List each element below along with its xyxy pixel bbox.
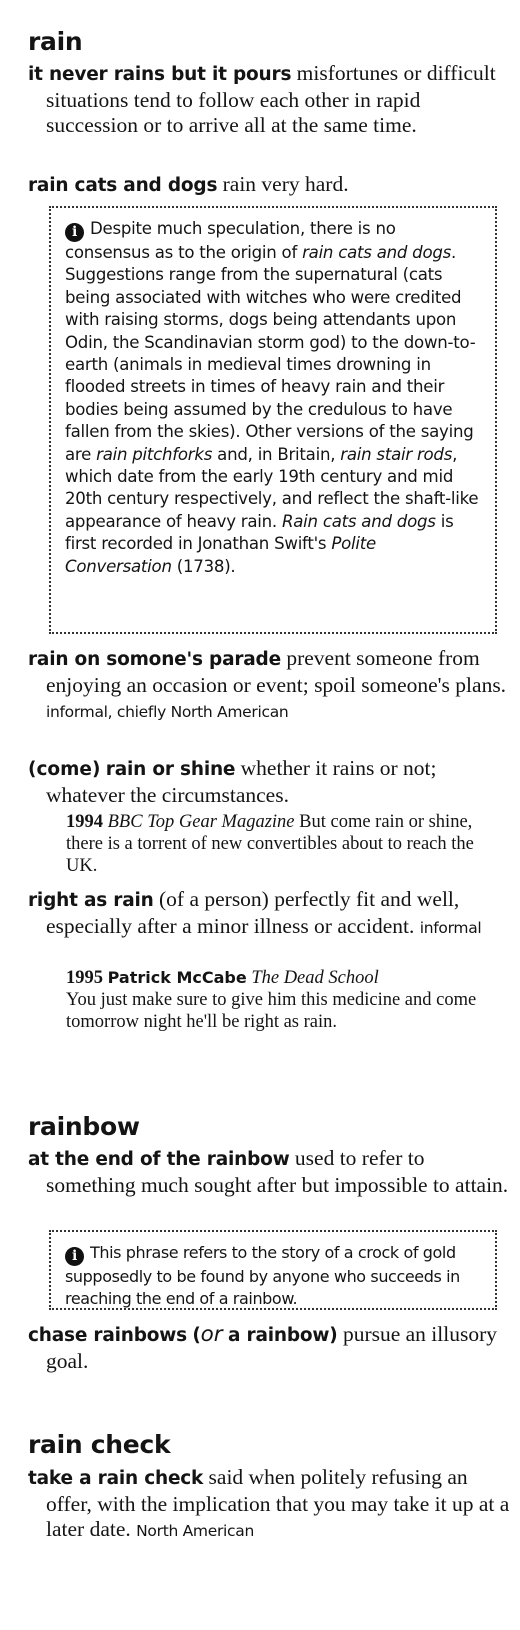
- phrase: rain on somone's parade: [28, 649, 281, 670]
- quote-year: 1995: [66, 968, 103, 988]
- usage-label: North American: [136, 1522, 254, 1540]
- entry-chase-rainbows: [28, 1322, 514, 1374]
- note-rain-cats-and-dogs: i Despite much speculation, there is no consensus as to the origin of rain cats and dogs. Suggestions range from the supernatural (cats being associated with witches who were credited with raising storms, dogs being attendants upon Odin, the Scandinavian storm god) to the down-to-earth (animals in medieval times drowning in flooded streets in times of heavy rain and their bodies being assumed by the credulous to have fallen from the skies). Other versions of the saying are rain pitchforks and, in Britain, rain stair rods, which date from the early 19th century and mid 20th century respectively, and reflect the shaft-like appearance of heavy rain. Rain cats and dogs is first recorded in Jonathan Swift's Polite Conversation (1738).: [49, 206, 497, 634]
- phrase: it never rains but it pours: [28, 64, 292, 85]
- variant-or: or: [200, 1322, 223, 1347]
- entry-it-never-rains: [28, 61, 514, 139]
- quotation-1995: [66, 967, 486, 1033]
- definition: rain very hard.: [222, 172, 349, 196]
- entry-rain-on-someones-parade: [28, 646, 514, 726]
- entry-right-as-rain: [28, 887, 514, 941]
- entry-end-of-the-rainbow: [28, 1146, 514, 1198]
- quote-year: 1994: [66, 812, 103, 832]
- phrase: take a rain check: [28, 1468, 204, 1489]
- headword-rain: rain: [28, 27, 83, 56]
- headword-rain-check: rain check: [28, 1430, 171, 1459]
- variant-phrase: a rainbow): [228, 1325, 338, 1346]
- usage-label: informal: [419, 918, 482, 937]
- info-icon: i: [65, 1247, 84, 1266]
- quote-source: The Dead School: [251, 968, 379, 988]
- usage-label: informal, chiefly North American: [46, 703, 289, 721]
- phrase: rain cats and dogs: [28, 175, 218, 196]
- quote-source: BBC Top Gear Magazine: [107, 812, 295, 832]
- headword-rainbow: rainbow: [28, 1112, 140, 1141]
- definition: (of a person) perfectly fit and well, especially after a minor illness or accident.: [46, 887, 460, 938]
- phrase: chase rainbows: [28, 1325, 187, 1346]
- definition: misfortunes or difficult situations tend to follow each other in rapid succession or to arrive all at the same time.: [46, 61, 496, 137]
- phrase: at the end of the rainbow: [28, 1149, 290, 1170]
- quote-text: You just make sure to give him this medicine and come tomorrow night he'll be right as rain.: [66, 990, 477, 1032]
- quotation-1994: [66, 811, 496, 877]
- quote-text: But come rain or shine, there is a torrent of new convertibles about to reach the UK.: [66, 812, 474, 876]
- definition: used to refer to something much sought after but impossible to attain.: [46, 1146, 509, 1197]
- quote-author: Patrick McCabe: [107, 968, 247, 987]
- phrase: right as rain: [28, 890, 154, 911]
- definition: said when politely refusing an offer, with the implication that you may take it up at a later date.: [46, 1465, 510, 1541]
- entry-rain-cats-and-dogs: [28, 172, 514, 199]
- info-icon: i: [65, 223, 84, 242]
- definition: prevent someone from enjoying an occasion or event; spoil someone's plans.: [46, 646, 507, 697]
- variant-open: (: [192, 1325, 201, 1346]
- phrase: rain or shine: [105, 759, 236, 780]
- definition: whether it rains or not; whatever the circumstances.: [46, 756, 437, 807]
- optional-word: (come): [28, 759, 101, 780]
- definition: pursue an illusory goal.: [46, 1322, 497, 1373]
- entry-take-a-rain-check: [28, 1465, 514, 1545]
- note-rainbow: i This phrase refers to the story of a crock of gold supposedly to be found by anyone who succeeds in reaching the end of a rainbow.: [49, 1230, 497, 1310]
- entry-rain-or-shine: [28, 756, 514, 808]
